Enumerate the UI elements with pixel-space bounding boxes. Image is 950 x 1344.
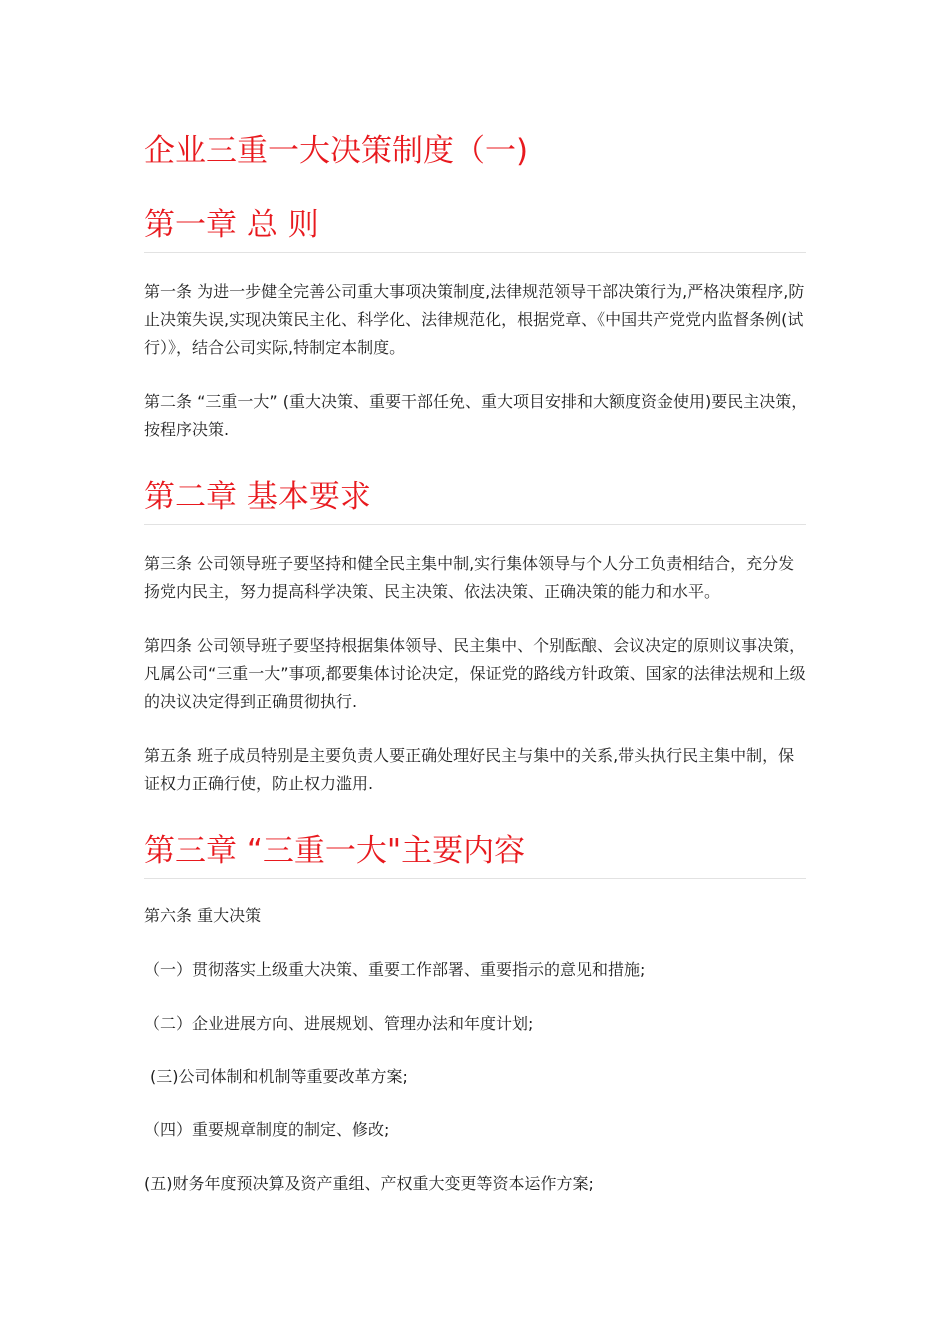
chapter-2-heading: 第二章 基本要求 bbox=[144, 479, 371, 515]
list-item: (三)公司体制和机制等重要改革方案; bbox=[150, 1067, 408, 1086]
list-item: （一）贯彻落实上级重大决策、重要工作部署、重要指示的意见和措施; bbox=[144, 960, 646, 979]
list-item: （四）重要规章制度的制定、修改; bbox=[144, 1120, 390, 1139]
chapter-3-divider bbox=[144, 878, 806, 879]
chapter-2-divider bbox=[144, 524, 806, 525]
article-5: 第五条 班子成员特别是主要负责人要正确处理好民主与集中的关系,带头执行民主集中制，保证权力正确行使，防止权力滥用. bbox=[144, 746, 795, 793]
document-title: 企业三重一大决策制度（一) bbox=[144, 133, 529, 169]
article-1: 第一条 为进一步健全完善公司重大事项决策制度,法律规范领导干部决策行为,严格决策程序,防止决策失误,实现决策民主化、科学化、法律规范化，根据党章、《中国共产党党内监督条例(试行）》，结合公司实际,特制定本制度。 bbox=[144, 282, 805, 357]
chapter-1-heading: 第一章 总 则 bbox=[144, 207, 319, 243]
list-item: (五)财务年度预决算及资产重组、产权重大变更等资本运作方案; bbox=[144, 1174, 594, 1193]
list-item: （二）企业进展方向、进展规划、管理办法和年度计划; bbox=[144, 1014, 534, 1033]
chapter-1-divider bbox=[144, 252, 806, 253]
article-4: 第四条 公司领导班子要坚持根据集体领导、民主集中、个别酝酿、会议决定的原则议事决策，凡属公司“三重一大”事项,都要集体讨论决定，保证党的路线方针政策、国家的法律法规和上级的决议决定得到正确贯彻执行. bbox=[144, 636, 806, 711]
article-2: 第二条 “三重一大” (重大决策、重要干部任免、重大项目安排和大额度资金使用)要民主决策，按程序决策. bbox=[144, 392, 808, 439]
article-6: 第六条 重大决策 bbox=[144, 906, 262, 925]
chapter-3-heading: 第三章 “三重一大"主要内容 bbox=[144, 833, 526, 869]
article-3: 第三条 公司领导班子要坚持和健全民主集中制,实行集体领导与个人分工负责相结合，充分发扬党内民主，努力提高科学决策、民主决策、依法决策、正确决策的能力和水平。 bbox=[144, 554, 795, 601]
